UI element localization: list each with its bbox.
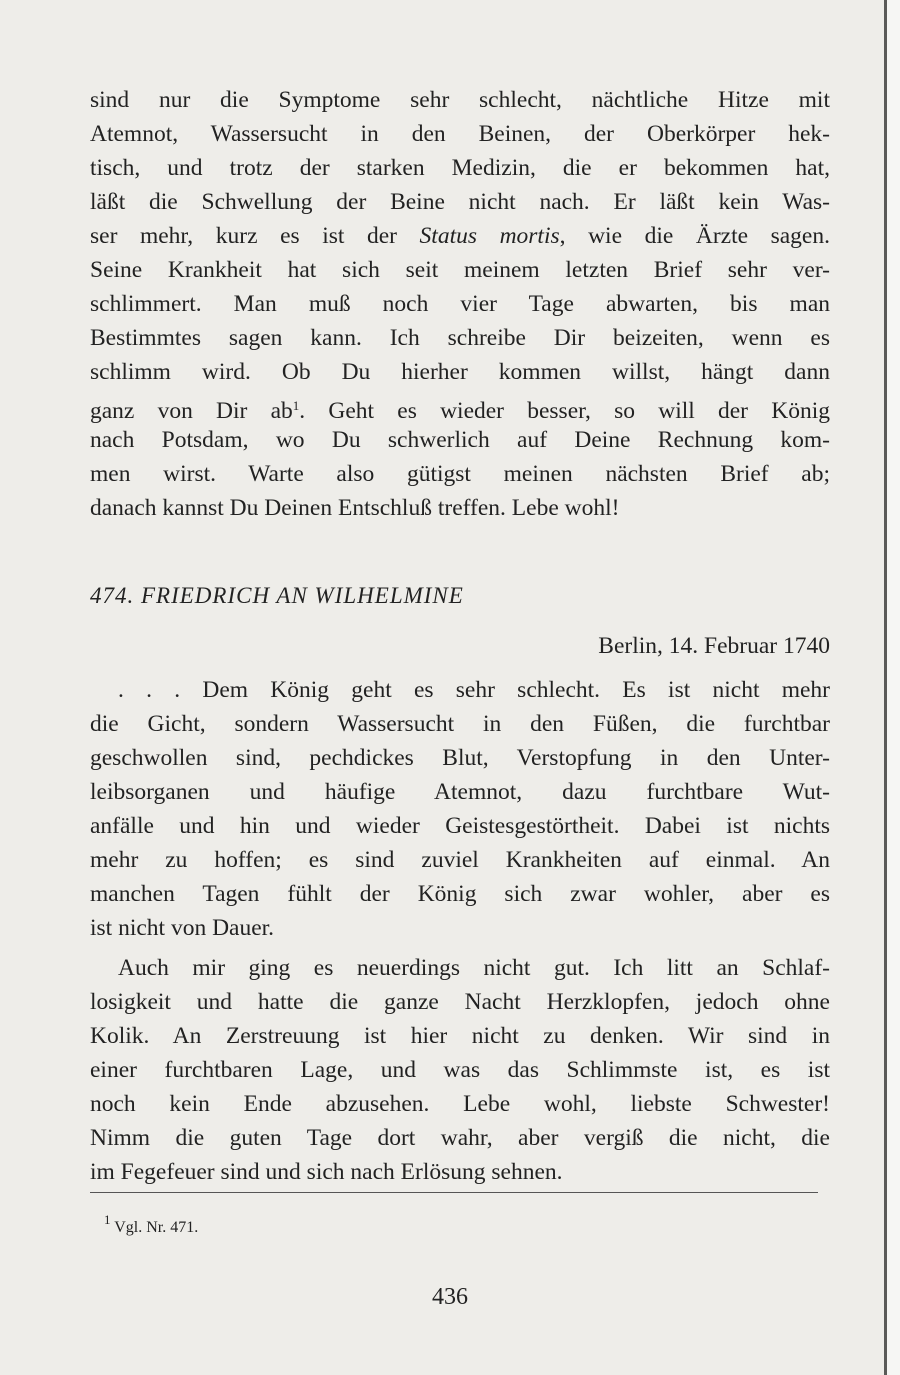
text-span: ser mehr, kurz es ist der <box>90 223 420 249</box>
text-line: Seine Krankheit hat sich seit meinem letzten Brief sehr ver- <box>90 257 830 283</box>
text-line: men wirst. Warte also gütigst meinen nächsten Brief ab; <box>90 461 830 487</box>
text-line: manchen Tagen fühlt der König sich zwar wohler, aber es <box>90 881 830 907</box>
text-line: schlimmert. Man muß noch vier Tage abwarten, bis man <box>90 291 830 317</box>
text-line: mehr zu hoffen; es sind zuviel Krankheiten auf einmal. An <box>90 847 830 873</box>
text-line: . . . Dem König geht es sehr schlecht. Es ist nicht mehr <box>118 677 830 703</box>
text-line: Atemnot, Wassersucht in den Beinen, der Oberkörper hek- <box>90 121 830 147</box>
text-line: im Fegefeuer sind und sich nach Erlösung sehnen. <box>90 1159 563 1185</box>
letter-paragraph-2 <box>90 951 830 1189</box>
text-line: leibsorganen und häufige Atemnot, dazu furchtbare Wut- <box>90 779 830 805</box>
text-line: ist nicht von Dauer. <box>90 915 275 941</box>
footnote <box>104 1212 198 1237</box>
text-line: Nimm die guten Tage dort wahr, aber vergiß die nicht, die <box>90 1125 830 1151</box>
footnote-mark: 1 <box>104 1212 111 1227</box>
text-line: nach Potsdam, wo Du schwerlich auf Deine Rechnung kom- <box>90 427 830 453</box>
text-line <box>90 219 830 253</box>
text-line <box>90 389 830 423</box>
text-line: die Gicht, sondern Wassersucht in den Füßen, die furchtbar <box>90 711 830 737</box>
text-line: Kolik. An Zerstreuung ist hier nicht zu denken. Wir sind in <box>90 1023 830 1049</box>
footnote-divider <box>90 1192 818 1193</box>
text-line: sind nur die Symptome sehr schlecht, nächtliche Hitze mit <box>90 87 830 113</box>
text-line: Auch mir ging es neuerdings nicht gut. Ich litt an Schlaf- <box>118 955 830 981</box>
page-number: 436 <box>432 1284 468 1310</box>
footnote-ref: 1 <box>292 398 300 413</box>
text-line: Bestimmtes sagen kann. Ich schreibe Dir beizeiten, wenn es <box>90 325 830 351</box>
text-span: , wie die Ärzte sagen. <box>559 223 830 249</box>
text-line: danach kannst Du Deinen Entschluß treffen. Lebe wohl! <box>90 495 620 521</box>
text-span: ganz von Dir ab <box>90 398 293 424</box>
text-line: läßt die Schwellung der Beine nicht nach. Er läßt kein Was- <box>90 189 830 215</box>
letter-paragraph-1 <box>90 673 830 945</box>
letter-heading: 474. FRIEDRICH AN WILHELMINE <box>90 583 464 608</box>
text-line: losigkeit und hatte die ganze Nacht Herzklopfen, jedoch ohne <box>90 989 830 1015</box>
footnote-text: Vgl. Nr. 471. <box>114 1219 199 1236</box>
text-line: tisch, und trotz der starken Medizin, die er bekommen hat, <box>90 155 830 181</box>
text-line: anfälle und hin und wieder Geistesgestörtheit. Dabei ist nichts <box>90 813 830 839</box>
letter-date: Berlin, 14. Februar 1740 <box>598 633 830 659</box>
text-line: einer furchtbaren Lage, und was das Schlimmste ist, es ist <box>90 1057 830 1083</box>
text-line: schlimm wird. Ob Du hierher kommen willst, hängt dann <box>90 359 830 385</box>
text-line: geschwollen sind, pechdickes Blut, Verstopfung in den Unter- <box>90 745 830 771</box>
page-margin <box>887 0 900 1375</box>
text-line: noch kein Ende abzusehen. Lebe wohl, liebste Schwester! <box>90 1091 830 1117</box>
paragraph-continuation <box>90 83 830 525</box>
italic-term: Status mortis <box>419 223 560 249</box>
text-span: . Geht es wieder besser, so will der König <box>299 398 830 424</box>
